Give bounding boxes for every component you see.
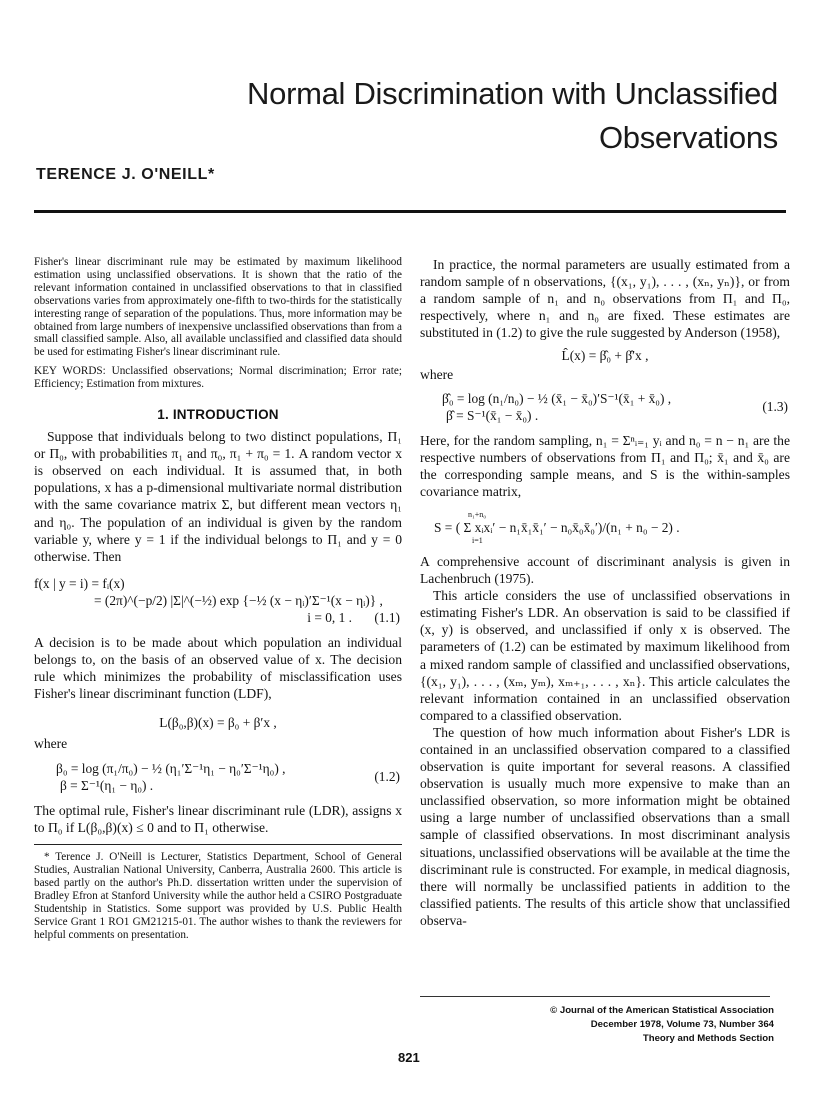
eq-1-2-line-2: β = Σ⁻¹(η₁ − η₀) . xyxy=(60,778,154,794)
equation-1-2 xyxy=(34,760,402,794)
left-column xyxy=(34,256,402,942)
journal-line-3: Theory and Methods Section xyxy=(642,1033,774,1044)
journal-line-2: December 1978, Volume 73, Number 364 xyxy=(590,1019,774,1030)
eq-1-1-line-1: f(x | y = i) = fᵢ(x) xyxy=(34,575,125,591)
page-number: 821 xyxy=(398,1050,420,1065)
right-column xyxy=(420,256,790,929)
equation-ldf: L(β₀,β)(x) = β₀ + β′x , xyxy=(159,715,277,731)
where-label-2: where xyxy=(420,367,454,383)
paragraph-4: In practice, the normal parameters are usually estimated from a random sample of n observations, {(x₁, y₁), . . . , (xₙ, yₙ)}, or from a random sample of n₁ and n₀ observations from Π₁ and Π₀, respectively, where n₁ and n₀ are fixed. These estimates are substituted in (1.2) to give the rule suggested by Anderson (1958), xyxy=(420,257,790,341)
equation-1-3 xyxy=(420,390,790,424)
eq-number-1-2: (1.2) xyxy=(374,769,400,785)
eq-1-2-line-1: β₀ = log (π₁/π₀) − ½ (η₁′Σ⁻¹η₁ − η₀′Σ⁻¹η₀) , xyxy=(56,761,286,777)
paragraph-1: Suppose that individuals belong to two distinct populations, Π₁ or Π₀, with probabilities π₁ and π₀, π₁ + π₀ = 1. A random vector x is observed on each individual. It is assumed that, in both populations, x has a p-dimensional multivariate normal distribution with the same covariance matrix Σ, but different mean vectors η₁ and η₀. The population of an individual is given by the random variable y, where y = 1 if the individual belongs to Π₁ and y = 0 otherwise. Then xyxy=(34,429,402,564)
footnote-divider xyxy=(34,844,402,845)
paragraph-2: A decision is to be made about which population an individual belongs to, on the basis of an observed value of x. The decision rule which minimizes the probability of misclassification uses Fisher's linear discriminant function (LDF), xyxy=(34,634,402,702)
eq-1-3-line-2: β̂ = S⁻¹(x̄₁ − x̄₀) . xyxy=(446,407,539,423)
section-heading-introduction: 1. INTRODUCTION xyxy=(157,407,279,423)
author-footnote: * Terence J. O'Neill is Lecturer, Statistics Department, School of General Studies, Australian National University, Canberra, Australia 2600. This article is based partly on the author's Ph.D. dissertation written under the supervision of Bradley Efron at Stanford University while the author held a CSIRO Postgraduate Studentship in Statistics. Some support was provided by U.S. Public Health Service Grant 1 RO1 GM21215-01. The author wishes to thank the reviewers for helpful comments on presentation. xyxy=(34,851,402,941)
abstract: Fisher's linear discriminant rule may be estimated by maximum likelihood estimation using unclassified observations. It is shown that the ratio of the relevant information contained in unclassified observations to that in classified observations varies from approximately one-fifth to two-thirds for the statistically interesting range of separation of the populations. Thus, more information may be obtained from large numbers of inexpensive unclassified observations than from a small classified sample. Also, all available unclassified and classified data should be used for estimating Fisher's linear discriminant rule. xyxy=(34,256,402,359)
where-label-1: where xyxy=(34,736,68,752)
paragraph-7: This article considers the use of unclassified observations in estimating Fisher's LDR. An observation is said to be classified if (x, y) is observed, and unclassified if only x is observed. The parameters of (1.2) can be estimated by maximum likelihood from a mixed random sample of classified and unclassified observations, {(x₁, y₁), . . . , (xₘ, yₘ), xₘ₊₁, . . . , xₙ}. This article calculates the relevant information contained in an unclassified observation compared to a classified observation. xyxy=(420,588,790,723)
author-name: TERENCE J. O'NEILL* xyxy=(36,166,215,183)
equation-lhat: L̂(x) = β̂₀ + β̂′x , xyxy=(561,348,649,364)
article-title xyxy=(247,72,778,160)
eq-1-3-line-1: β̂₀ = log (n₁/n₀) − ½ (x̄₁ − x̄₀)′S⁻¹(x̄₁ + x̄₀) , xyxy=(442,390,672,406)
equation-1-1 xyxy=(34,575,402,626)
paragraph-3: The optimal rule, Fisher's linear discriminant rule (LDR), assigns x to Π₀ if L(β₀,β)(x) ≤ 0 and to Π₁ otherwise. xyxy=(34,803,402,836)
paragraph-5: Here, for the random sampling, n₁ = Σⁿᵢ₌₁ yᵢ and n₀ = n − n₁ are the respective numbers of observations from Π₁ and Π₀; x̄₁ and x̄₀ are the corresponding sample means, and S is the within-samples covariance matrix, xyxy=(420,432,790,499)
paragraph-6: A comprehensive account of discriminant analysis is given in Lachenbruch (1975). xyxy=(420,553,790,587)
eq-s-main: S = ( Σ xᵢxᵢ′ − n₁x̄₁x̄₁′ − n₀x̄₀x̄₀′)/(n₁ + n₀ − 2) . xyxy=(434,519,680,535)
eq-number-1-1: (1.1) xyxy=(374,609,400,625)
eq-1-1-line-2: = (2π)^(−p/2) |Σ|^(−½) exp {−½ (x − ηᵢ)′Σ⁻¹(x − ηᵢ)} , xyxy=(94,592,383,608)
title-line-2: Observations xyxy=(598,120,778,155)
eq-number-1-3: (1.3) xyxy=(762,398,788,414)
eq-s-subscript: i=1 xyxy=(472,535,483,545)
journal-line-1: © Journal of the American Statistical Association xyxy=(550,1005,774,1016)
journal-divider xyxy=(420,996,770,997)
journal-citation xyxy=(550,1004,774,1046)
paragraph-8: The question of how much information about Fisher's LDR is contained in an unclassified observation compared to a classified observation is quite important for several reasons. A classified observation is usually much more expensive to make than an unclassified observation, so more information might be obtained using a large number of unclassified observations than a small sample of classified observations. In most discriminant analysis situations, unclassified observations will be available at the time the discriminant rule is constructed. For example, in medical diagnosis, there will normally be unclassified patients in addition to the classified patients. The results of this article show that unclassified observa- xyxy=(420,724,790,928)
title-line-1: Normal Discrimination with Unclassified xyxy=(247,76,778,111)
eq-1-1-line-3: i = 0, 1 . xyxy=(307,609,352,625)
keywords: KEY WORDS: Unclassified observations; Normal discrimination; Error rate; Efficiency; Estimation from mixtures. xyxy=(34,365,402,391)
equation-s xyxy=(420,510,790,545)
header-divider xyxy=(34,210,786,213)
eq-s-superscript: n₁+n₀ xyxy=(468,509,487,519)
